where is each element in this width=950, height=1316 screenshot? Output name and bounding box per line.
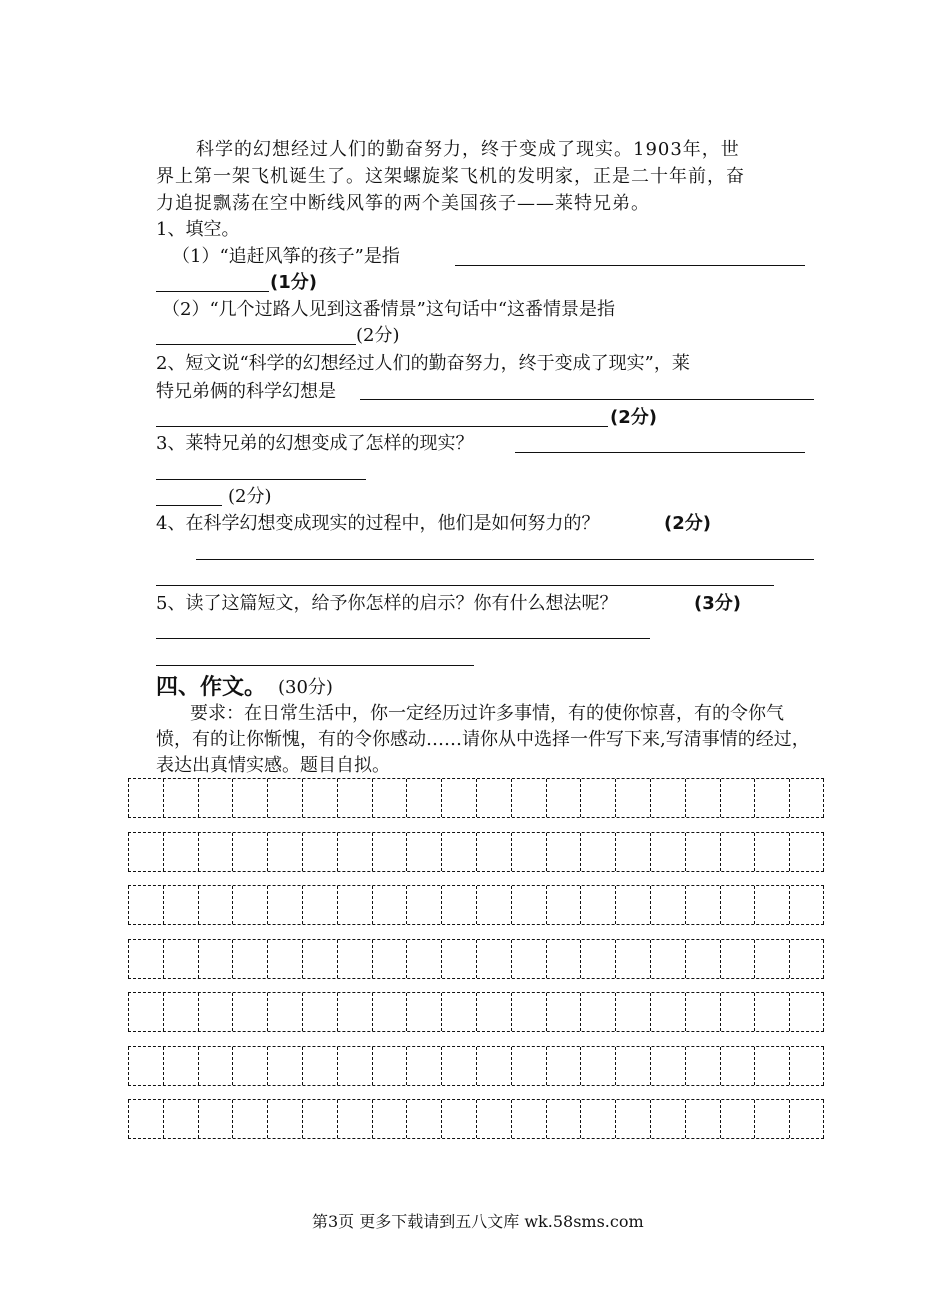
- grid-cell-divider: [511, 1100, 512, 1138]
- grid-row[interactable]: [128, 1046, 824, 1086]
- grid-cell-divider: [302, 1047, 303, 1085]
- grid-cell-divider: [267, 886, 268, 924]
- answer-line-1-1b: [156, 291, 269, 292]
- grid-cell-divider: [163, 940, 164, 978]
- grid-cell-divider: [615, 940, 616, 978]
- grid-cell-divider: [372, 1047, 373, 1085]
- grid-cell-divider: [720, 779, 721, 817]
- grid-cell-divider: [337, 1047, 338, 1085]
- grid-row[interactable]: [128, 992, 824, 1032]
- grid-cell-divider: [789, 833, 790, 871]
- grid-row[interactable]: [128, 939, 824, 979]
- requirement-line-2: 愤，有的让你惭愧，有的令你感动……请你从中选择一件写下来,写清事情的经过，: [156, 729, 810, 750]
- grid-cell-divider: [441, 833, 442, 871]
- grid-cell-divider: [476, 886, 477, 924]
- grid-cell-divider: [337, 779, 338, 817]
- grid-cell-divider: [267, 833, 268, 871]
- grid-cell-divider: [198, 833, 199, 871]
- grid-cell-divider: [580, 833, 581, 871]
- grid-cell-divider: [337, 886, 338, 924]
- grid-cell-divider: [163, 1047, 164, 1085]
- grid-cell-divider: [406, 993, 407, 1031]
- grid-cell-divider: [650, 833, 651, 871]
- grid-cell-divider: [615, 886, 616, 924]
- grid-cell-divider: [720, 993, 721, 1031]
- answer-line-2b: [156, 426, 608, 427]
- grid-cell-divider: [232, 1100, 233, 1138]
- grid-cell-divider: [789, 886, 790, 924]
- grid-cell-divider: [128, 779, 129, 817]
- question-1-1: （1）“追赶风筝的孩子”是指: [172, 246, 400, 267]
- grid-cell-divider: [406, 886, 407, 924]
- grid-cell-divider: [232, 886, 233, 924]
- grid-cell-divider: [546, 1100, 547, 1138]
- grid-cell-divider: [337, 940, 338, 978]
- grid-row[interactable]: [128, 778, 824, 818]
- grid-cell-divider: [685, 833, 686, 871]
- grid-row[interactable]: [128, 1099, 824, 1139]
- grid-cell-divider: [546, 886, 547, 924]
- grid-cell-divider: [232, 993, 233, 1031]
- grid-cell-divider: [372, 993, 373, 1031]
- grid-cell-divider: [823, 940, 824, 978]
- grid-cell-divider: [720, 1100, 721, 1138]
- grid-cell-divider: [650, 779, 651, 817]
- grid-cell-divider: [789, 779, 790, 817]
- grid-cell-divider: [441, 993, 442, 1031]
- grid-cell-divider: [580, 779, 581, 817]
- grid-cell-divider: [789, 1047, 790, 1085]
- answer-line-2a: [360, 399, 814, 400]
- answer-line-5b: [156, 665, 474, 666]
- grid-cell-divider: [823, 993, 824, 1031]
- grid-cell-divider: [754, 886, 755, 924]
- grid-cell-divider: [337, 1100, 338, 1138]
- grid-cell-divider: [302, 779, 303, 817]
- answer-line-3b: [156, 479, 366, 480]
- grid-cell-divider: [302, 993, 303, 1031]
- grid-cell-divider: [441, 1100, 442, 1138]
- grid-cell-divider: [789, 940, 790, 978]
- grid-cell-divider: [441, 1047, 442, 1085]
- grid-cell-divider: [163, 779, 164, 817]
- grid-cell-divider: [823, 833, 824, 871]
- question-1-title: 1、填空。: [156, 219, 240, 240]
- answer-line-1-1a: [455, 265, 805, 266]
- passage-line-3: 力追捉飘荡在空中断线风筝的两个美国孩子——莱特兄弟。: [156, 193, 650, 214]
- grid-cell-divider: [823, 779, 824, 817]
- grid-cell-divider: [754, 940, 755, 978]
- grid-cell-divider: [302, 940, 303, 978]
- grid-cell-divider: [372, 886, 373, 924]
- grid-cell-divider: [754, 779, 755, 817]
- grid-cell-divider: [476, 1100, 477, 1138]
- grid-cell-divider: [720, 833, 721, 871]
- grid-cell-divider: [198, 940, 199, 978]
- grid-cell-divider: [232, 833, 233, 871]
- answer-line-3c: [156, 505, 222, 506]
- grid-cell-divider: [720, 940, 721, 978]
- grid-cell-divider: [511, 833, 512, 871]
- grid-cell-divider: [232, 1047, 233, 1085]
- passage-line-1: 科学的幻想经过人们的勤奋努力，终于变成了现实。1903年，世: [196, 139, 740, 160]
- grid-cell-divider: [754, 1047, 755, 1085]
- grid-cell-divider: [267, 993, 268, 1031]
- grid-cell-divider: [789, 993, 790, 1031]
- grid-cell-divider: [128, 1047, 129, 1085]
- grid-cell-divider: [650, 993, 651, 1031]
- grid-cell-divider: [302, 1100, 303, 1138]
- grid-cell-divider: [128, 833, 129, 871]
- grid-cell-divider: [476, 993, 477, 1031]
- grid-cell-divider: [128, 1100, 129, 1138]
- grid-cell-divider: [198, 1047, 199, 1085]
- question-1-2: （2）“几个过路人见到这番情景”这句话中“这番情景是指: [162, 299, 616, 320]
- grid-cell-divider: [685, 779, 686, 817]
- grid-cell-divider: [267, 1100, 268, 1138]
- question-5: 5、读了这篇短文，给予你怎样的启示？你有什么想法呢？: [156, 593, 618, 614]
- grid-cell-divider: [198, 993, 199, 1031]
- grid-cell-divider: [685, 1100, 686, 1138]
- answer-line-1-2: [156, 344, 356, 345]
- grid-cell-divider: [232, 779, 233, 817]
- grid-cell-divider: [372, 833, 373, 871]
- grid-cell-divider: [720, 886, 721, 924]
- grid-cell-divider: [128, 993, 129, 1031]
- grid-cell-divider: [406, 940, 407, 978]
- grid-cell-divider: [650, 940, 651, 978]
- question-2-line-1: 2、短文说“科学的幻想经过人们的勤奋努力，终于变成了现实”，莱: [156, 353, 690, 374]
- grid-cell-divider: [476, 833, 477, 871]
- requirement-line-1: 要求：在日常生活中，你一定经历过许多事情，有的使你惊喜，有的令你气: [190, 703, 784, 724]
- question-4: 4、在科学幻想变成现实的过程中，他们是如何努力的？: [156, 513, 600, 534]
- grid-cell-divider: [580, 940, 581, 978]
- question-2-score: (2分): [610, 407, 657, 428]
- grid-cell-divider: [372, 940, 373, 978]
- grid-cell-divider: [198, 779, 199, 817]
- grid-cell-divider: [546, 833, 547, 871]
- grid-row[interactable]: [128, 885, 824, 925]
- grid-cell-divider: [823, 1100, 824, 1138]
- grid-cell-divider: [580, 1100, 581, 1138]
- grid-row[interactable]: [128, 832, 824, 872]
- grid-cell-divider: [232, 940, 233, 978]
- grid-cell-divider: [163, 886, 164, 924]
- grid-cell-divider: [476, 1047, 477, 1085]
- grid-cell-divider: [511, 940, 512, 978]
- requirement-line-3: 表达出真情实感。题目自拟。: [156, 755, 390, 776]
- question-5-score: (3分): [694, 593, 741, 614]
- page-footer: 第3页 更多下载请到五八文库 wk.58sms.com: [312, 1212, 644, 1231]
- grid-cell-divider: [685, 940, 686, 978]
- answer-line-4a: [196, 559, 814, 560]
- section-heading-score: (30分): [278, 677, 333, 698]
- grid-cell-divider: [337, 833, 338, 871]
- grid-cell-divider: [615, 993, 616, 1031]
- grid-cell-divider: [615, 1100, 616, 1138]
- grid-cell-divider: [267, 940, 268, 978]
- grid-cell-divider: [302, 833, 303, 871]
- grid-cell-divider: [650, 1100, 651, 1138]
- grid-cell-divider: [511, 1047, 512, 1085]
- grid-cell-divider: [441, 886, 442, 924]
- grid-cell-divider: [198, 886, 199, 924]
- grid-cell-divider: [406, 779, 407, 817]
- grid-cell-divider: [615, 779, 616, 817]
- grid-cell-divider: [372, 779, 373, 817]
- grid-cell-divider: [511, 993, 512, 1031]
- grid-cell-divider: [406, 1100, 407, 1138]
- grid-cell-divider: [754, 1100, 755, 1138]
- grid-cell-divider: [163, 833, 164, 871]
- question-1-2-score: (2分): [356, 325, 400, 346]
- grid-cell-divider: [720, 1047, 721, 1085]
- grid-cell-divider: [406, 1047, 407, 1085]
- grid-cell-divider: [267, 779, 268, 817]
- grid-cell-divider: [511, 779, 512, 817]
- grid-cell-divider: [754, 993, 755, 1031]
- grid-cell-divider: [685, 886, 686, 924]
- grid-cell-divider: [650, 886, 651, 924]
- grid-cell-divider: [163, 1100, 164, 1138]
- grid-cell-divider: [685, 993, 686, 1031]
- answer-line-4b: [156, 585, 774, 586]
- grid-cell-divider: [685, 1047, 686, 1085]
- grid-cell-divider: [754, 833, 755, 871]
- grid-cell-divider: [476, 779, 477, 817]
- grid-cell-divider: [198, 1100, 199, 1138]
- grid-cell-divider: [267, 1047, 268, 1085]
- grid-cell-divider: [406, 833, 407, 871]
- grid-cell-divider: [580, 993, 581, 1031]
- grid-cell-divider: [546, 940, 547, 978]
- passage-line-2: 界上第一架飞机诞生了。这架螺旋桨飞机的发明家，正是二十年前，奋: [156, 166, 745, 187]
- grid-cell-divider: [337, 993, 338, 1031]
- grid-cell-divider: [546, 1047, 547, 1085]
- grid-cell-divider: [546, 779, 547, 817]
- grid-cell-divider: [128, 886, 129, 924]
- question-4-score: (2分): [664, 513, 711, 534]
- writing-grid[interactable]: [128, 778, 824, 1138]
- grid-cell-divider: [580, 1047, 581, 1085]
- grid-cell-divider: [128, 940, 129, 978]
- question-2-line-2: 特兄弟俩的科学幻想是: [156, 381, 336, 402]
- grid-cell-divider: [615, 1047, 616, 1085]
- grid-cell-divider: [441, 940, 442, 978]
- question-3: 3、莱特兄弟的幻想变成了怎样的现实？: [156, 433, 474, 454]
- question-3-score: (2分): [228, 486, 272, 507]
- grid-cell-divider: [511, 886, 512, 924]
- grid-cell-divider: [789, 1100, 790, 1138]
- grid-cell-divider: [823, 886, 824, 924]
- grid-cell-divider: [546, 993, 547, 1031]
- question-1-1-score: (1分): [270, 272, 317, 293]
- grid-cell-divider: [823, 1047, 824, 1085]
- grid-cell-divider: [302, 886, 303, 924]
- grid-cell-divider: [650, 1047, 651, 1085]
- grid-cell-divider: [441, 779, 442, 817]
- grid-cell-divider: [163, 993, 164, 1031]
- grid-cell-divider: [372, 1100, 373, 1138]
- grid-cell-divider: [615, 833, 616, 871]
- answer-line-5a: [156, 638, 650, 639]
- grid-cell-divider: [476, 940, 477, 978]
- section-heading: 四、作文。: [156, 675, 267, 700]
- answer-line-3a: [515, 452, 805, 453]
- grid-cell-divider: [580, 886, 581, 924]
